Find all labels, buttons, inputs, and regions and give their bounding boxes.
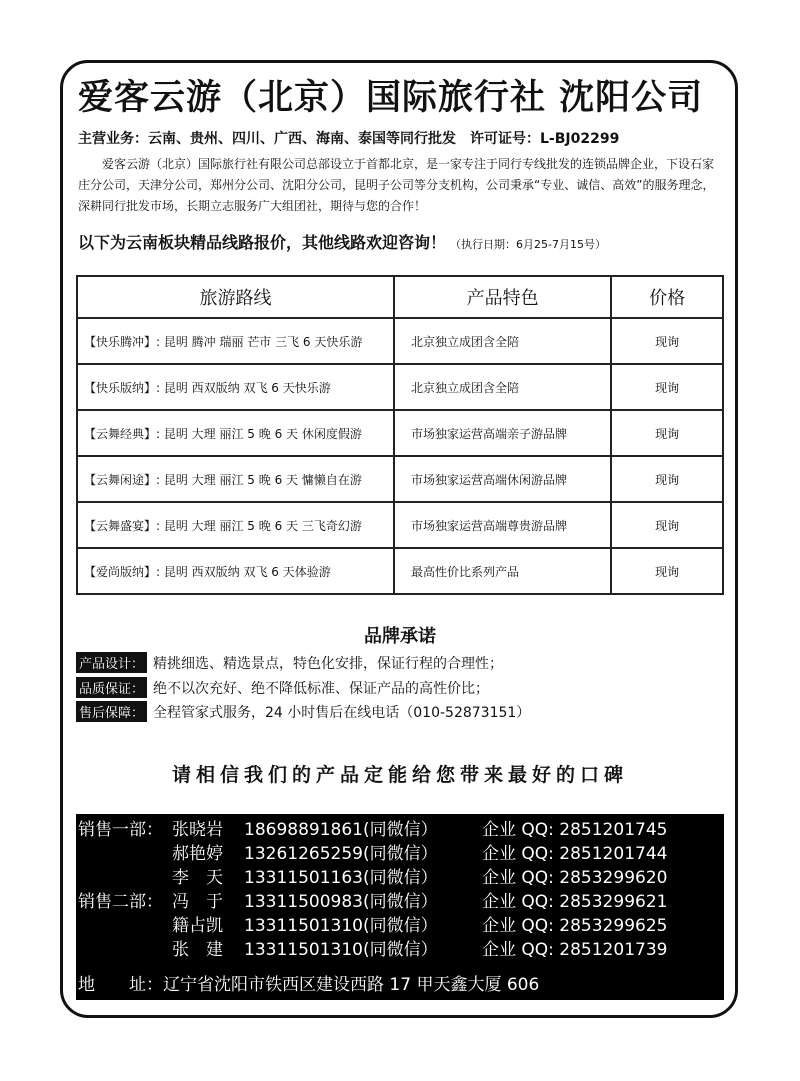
address: 地 址：辽宁省沈阳市铁西区建设西路 17 甲天鑫大厦 606: [78, 975, 540, 995]
promise-tag: 售后保障：: [76, 701, 147, 722]
price-cell: 现询: [611, 456, 723, 502]
promise-text: 绝不以次充好、绝不降低标准、保证产品的高性价比；: [153, 680, 490, 697]
price-cell: 现询: [611, 318, 723, 364]
contact-qq: 企业 QQ: 2853299620: [482, 868, 668, 888]
feature-cell: 市场独家运营高端亲子游品牌: [394, 410, 611, 456]
headline-text: 以下为云南板块精品线路报价，其他线路欢迎咨询！: [78, 233, 447, 252]
business-line: [78, 128, 738, 148]
contact-name: 李 天: [172, 868, 223, 888]
contact-qq: 企业 QQ: 2851201739: [482, 940, 668, 960]
license-number: 许可证号：L-BJ02299: [470, 131, 620, 147]
slogan: 请相信我们的产品定能给您带来最好的口碑: [171, 764, 628, 786]
execution-date: （执行日期：6月25-7月15号）: [450, 238, 606, 251]
column-header-price: 价格: [611, 276, 723, 318]
contact-phone: 13311501310(同微信）: [244, 916, 438, 936]
price-cell: 现询: [611, 548, 723, 594]
contact-qq: 企业 QQ: 2853299625: [482, 916, 668, 936]
contact-phone: 13261265259(同微信）: [244, 844, 438, 864]
table-row: [77, 318, 723, 364]
contact-name: 籍占凯: [172, 916, 223, 936]
contact-panel: [76, 814, 724, 1000]
promise-text: 精挑细选、精选景点，特色化安排，保证行程的合理性；: [153, 655, 504, 672]
table-row: [77, 410, 723, 456]
route-table: [76, 275, 724, 595]
contact-phone: 13311500983(同微信）: [244, 892, 438, 912]
feature-cell: 市场独家运营高端休闲游品牌: [394, 456, 611, 502]
contact-dept: 销售二部：: [78, 892, 163, 912]
promise-tag: 品质保证：: [76, 677, 147, 698]
route-cell: 【快乐腾冲】: 昆明 腾冲 瑞丽 芒市 三飞 6 天快乐游: [77, 318, 394, 364]
table-row: [77, 548, 723, 594]
contact-qq: 企业 QQ: 2853299621: [482, 892, 668, 912]
contact-phone: 18698891861(同微信）: [244, 820, 438, 840]
promise-tag: 产品设计：: [76, 652, 147, 673]
table-row: [77, 456, 723, 502]
feature-cell: 市场独家运营高端尊贵游品牌: [394, 502, 611, 548]
contact-name: 张 建: [172, 940, 223, 960]
contact-name: 冯 于: [172, 892, 223, 912]
brand-promise-title: 品牌承诺: [364, 626, 436, 647]
price-cell: 现询: [611, 410, 723, 456]
contact-phone: 13311501163(同微信）: [244, 868, 438, 888]
route-cell: 【爱尚版纳】: 昆明 西双版纳 双飞 6 天体验游: [77, 548, 394, 594]
promise-item: [76, 701, 530, 722]
table-row: [77, 364, 723, 410]
contact-phone: 13311501310(同微信）: [244, 940, 438, 960]
section-headline: [78, 230, 738, 253]
business-scope: 主营业务：云南、贵州、四川、广西、海南、泰国等同行批发: [78, 131, 456, 147]
feature-cell: 北京独立成团含全陪: [394, 364, 611, 410]
promise-text: 全程管家式服务，24 小时售后在线电话（010-52873151）: [153, 704, 531, 721]
promise-item: [76, 652, 503, 673]
contact-name: 郝艳婷: [172, 844, 223, 864]
contact-name: 张晓岩: [172, 820, 223, 840]
feature-cell: 最高性价比系列产品: [394, 548, 611, 594]
contact-qq: 企业 QQ: 2851201745: [482, 820, 668, 840]
promise-item: [76, 677, 489, 698]
contact-dept: 销售一部：: [78, 820, 163, 840]
column-header-feature: 产品特色: [394, 276, 611, 318]
table-header-row: [77, 276, 723, 318]
price-cell: 现询: [611, 502, 723, 548]
route-cell: 【快乐版纳】: 昆明 西双版纳 双飞 6 天快乐游: [77, 364, 394, 410]
contact-qq: 企业 QQ: 2851201744: [482, 844, 668, 864]
feature-cell: 北京独立成团含全陪: [394, 318, 611, 364]
route-cell: 【云舞闲途】: 昆明 大理 丽江 5 晚 6 天 慵懒自在游: [77, 456, 394, 502]
company-intro: 爱客云游（北京）国际旅行社有限公司总部设立于首都北京，是一家专注于同行专线批发的连锁品牌企业，下设石家庄分公司，天津分公司，郑州分公司、沈阳分公司，昆明子公司等分支机构，公司秉承“专业、诚信、高效”的服务理念，深耕同行批发市场，长期立志服务广大组团社，期待与您的合作！: [78, 157, 715, 213]
route-cell: 【云舞经典】: 昆明 大理 丽江 5 晚 6 天 休闲度假游: [77, 410, 394, 456]
table-row: [77, 502, 723, 548]
price-cell: 现询: [611, 364, 723, 410]
page-title: 爱客云游（北京）国际旅行社 沈阳公司: [78, 78, 704, 118]
route-cell: 【云舞盛宴】: 昆明 大理 丽江 5 晚 6 天 三飞奇幻游: [77, 502, 394, 548]
column-header-route: 旅游路线: [77, 276, 394, 318]
